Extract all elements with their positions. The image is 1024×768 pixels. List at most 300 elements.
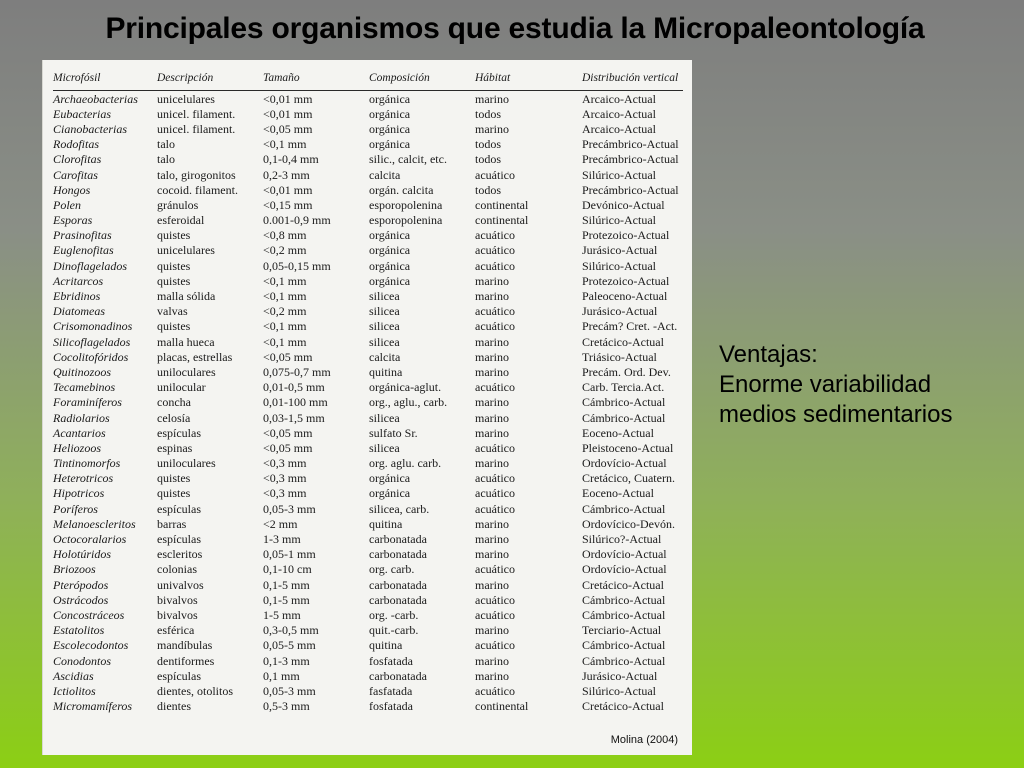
cell-descripcion: cocoid. filament. — [157, 182, 238, 197]
cell-descripcion: espinas — [157, 440, 193, 455]
cell-distribucion: Ordovício-Actual — [582, 547, 667, 562]
cell-habitat: marino — [475, 364, 509, 379]
cell-tamano: <0,3 mm — [263, 486, 307, 501]
table-row — [53, 577, 683, 592]
column-header-distribucion: Distribución vertical — [582, 66, 683, 91]
cell-habitat: marino — [475, 532, 509, 547]
cell-habitat: acuático — [475, 501, 515, 516]
cell-habitat: acuático — [475, 683, 515, 698]
cell-tamano: 0,05-5 mm — [263, 638, 316, 653]
cell-habitat: todos — [475, 182, 502, 197]
cell-habitat: acuático — [475, 319, 515, 334]
cell-descripcion: uniloculares — [157, 364, 216, 379]
column-header-habitat: Hábitat — [475, 66, 582, 91]
cell-descripcion: malla sólida — [157, 289, 216, 304]
cell-habitat: marino — [475, 623, 509, 638]
cell-composicion: silicea — [369, 410, 400, 425]
cell-habitat: marino — [475, 668, 509, 683]
slide-title: Principales organismos que estudia la Micropaleontología — [105, 12, 925, 45]
cell-descripcion: unicelulares — [157, 243, 215, 258]
cell-composicion: quitina — [369, 516, 403, 531]
table-row — [53, 380, 683, 395]
cell-distribucion: Protezoico-Actual — [582, 273, 670, 288]
cell-tamano: 0,1-5 mm — [263, 592, 310, 607]
cell-tamano: 0,05-3 mm — [263, 501, 316, 516]
cell-composicion: fosfatada — [369, 699, 413, 714]
table-body — [53, 91, 683, 714]
cell-composicion: silicea — [369, 319, 400, 334]
cell-distribucion: Eoceno-Actual — [582, 425, 654, 440]
cell-microfosil: Rodofitas — [53, 137, 100, 152]
cell-descripcion: espículas — [157, 532, 201, 547]
cell-tamano: 0,1 mm — [263, 668, 300, 683]
cell-tamano: 0,05-0,15 mm — [263, 258, 331, 273]
cell-tamano: <0,01 mm — [263, 106, 313, 121]
table-row — [53, 699, 683, 714]
cell-descripcion: bivalvos — [157, 607, 198, 622]
cell-descripcion: barras — [157, 516, 187, 531]
cell-microfosil: Ostrácodos — [53, 592, 109, 607]
table-row — [53, 547, 683, 562]
table-row — [53, 653, 683, 668]
cell-microfosil: Prasinofitas — [53, 228, 112, 243]
cell-tamano: 0,05-3 mm — [263, 683, 316, 698]
table-row — [53, 501, 683, 516]
cell-tamano: 0,1-0,4 mm — [263, 152, 319, 167]
cell-composicion: orgánica — [369, 91, 411, 106]
table-row — [53, 395, 683, 410]
table-row — [53, 516, 683, 531]
cell-composicion: orgánica — [369, 121, 411, 136]
cell-descripcion: bivalvos — [157, 592, 198, 607]
cell-distribucion: Precám. Ord. Dev. — [582, 364, 671, 379]
cell-habitat: acuático — [475, 243, 515, 258]
cell-habitat: acuático — [475, 471, 515, 486]
cell-descripcion: talo — [157, 137, 175, 152]
cell-composicion: orgánica — [369, 471, 411, 486]
cell-microfosil: Heterotricos — [53, 471, 114, 486]
cell-tamano: <0,2 mm — [263, 243, 307, 258]
cell-microfosil: Escolecodontos — [53, 638, 129, 653]
column-header-microfosil: Microfósil — [53, 66, 157, 91]
cell-composicion: orgánica — [369, 273, 411, 288]
source-credit: Molina (2004) — [610, 734, 678, 746]
cell-descripcion: placas, estrellas — [157, 349, 233, 364]
cell-descripcion: escleritos — [157, 547, 203, 562]
cell-habitat: marino — [475, 577, 509, 592]
cell-habitat: todos — [475, 152, 502, 167]
advantages-line-2: medios sedimentarios — [719, 401, 953, 428]
cell-composicion: carbonatada — [369, 532, 427, 547]
table-row — [53, 228, 683, 243]
cell-distribucion: Ordovício-Actual — [582, 562, 667, 577]
table-row — [53, 213, 683, 228]
cell-descripcion: dentiformes — [157, 653, 215, 668]
cell-tamano: 0,5-3 mm — [263, 699, 310, 714]
cell-composicion: org. -carb. — [369, 607, 419, 622]
table-row — [53, 638, 683, 653]
cell-microfosil: Ictiolitos — [53, 683, 96, 698]
table-row — [53, 243, 683, 258]
cell-distribucion: Precámbrico-Actual — [582, 152, 679, 167]
cell-habitat: todos — [475, 106, 502, 121]
table-row — [53, 349, 683, 364]
cell-descripcion: univalvos — [157, 577, 204, 592]
cell-distribucion: Terciario-Actual — [582, 623, 662, 638]
cell-tamano: <0,01 mm — [263, 91, 313, 106]
cell-tamano: 1-5 mm — [263, 607, 301, 622]
cell-distribucion: Eoceno-Actual — [582, 486, 654, 501]
table-header-row — [53, 66, 683, 91]
table-row — [53, 304, 683, 319]
cell-distribucion: Carb. Tercia.Act. — [582, 380, 665, 395]
cell-habitat: marino — [475, 395, 509, 410]
cell-composicion: silicea — [369, 334, 400, 349]
table-row — [53, 592, 683, 607]
cell-descripcion: talo, girogonitos — [157, 167, 236, 182]
cell-microfosil: Silicoflagelados — [53, 334, 131, 349]
cell-composicion: esporopolenina — [369, 213, 443, 228]
cell-composicion: orgánica-aglut. — [369, 380, 442, 395]
cell-microfosil: Melanoescleritos — [53, 516, 136, 531]
cell-habitat: marino — [475, 273, 509, 288]
cell-composicion: org. carb. — [369, 562, 415, 577]
table-row — [53, 182, 683, 197]
table-row — [53, 607, 683, 622]
cell-descripcion: concha — [157, 395, 191, 410]
cell-habitat: marino — [475, 425, 509, 440]
cell-habitat: marino — [475, 289, 509, 304]
cell-microfosil: Holotúridos — [53, 547, 112, 562]
cell-composicion: calcita — [369, 167, 401, 182]
cell-tamano: <2 mm — [263, 516, 298, 531]
cell-microfosil: Pterópodos — [53, 577, 109, 592]
cell-microfosil: Polen — [53, 197, 81, 212]
cell-distribucion: Ordovícico-Devón. — [582, 516, 675, 531]
cell-descripcion: quistes — [157, 486, 191, 501]
cell-habitat: marino — [475, 334, 509, 349]
cell-distribucion: Cámbrico-Actual — [582, 653, 666, 668]
cell-distribucion: Precámbrico-Actual — [582, 182, 679, 197]
cell-descripcion: quistes — [157, 471, 191, 486]
cell-composicion: quit.-carb. — [369, 623, 419, 638]
cell-microfosil: Tecamebinos — [53, 380, 116, 395]
table-row — [53, 106, 683, 121]
cell-descripcion: espículas — [157, 425, 201, 440]
cell-habitat: todos — [475, 137, 502, 152]
cell-tamano: 0.001-0,9 mm — [263, 213, 331, 228]
cell-habitat: marino — [475, 456, 509, 471]
cell-descripcion: mandíbulas — [157, 638, 213, 653]
cell-habitat: continental — [475, 213, 529, 228]
cell-microfosil: Hipotricos — [53, 486, 105, 501]
cell-composicion: orgánica — [369, 258, 411, 273]
cell-composicion: carbonatada — [369, 577, 427, 592]
cell-microfosil: Hongos — [53, 182, 91, 197]
cell-descripcion: celosía — [157, 410, 191, 425]
cell-habitat: continental — [475, 197, 529, 212]
cell-habitat: continental — [475, 699, 529, 714]
cell-microfosil: Cocolitofóridos — [53, 349, 129, 364]
cell-descripcion: malla hueca — [157, 334, 215, 349]
scanned-table-image — [42, 60, 692, 755]
cell-tamano: <0,1 mm — [263, 137, 307, 152]
cell-composicion: fasfatada — [369, 683, 413, 698]
cell-microfosil: Conodontos — [53, 653, 112, 668]
cell-composicion: org., aglu., carb. — [369, 395, 448, 410]
cell-tamano: <0,05 mm — [263, 349, 313, 364]
cell-habitat: acuático — [475, 380, 515, 395]
table-row — [53, 137, 683, 152]
table-row — [53, 486, 683, 501]
cell-microfosil: Acritarcos — [53, 273, 104, 288]
cell-tamano: <0,05 mm — [263, 121, 313, 136]
cell-distribucion: Pleistoceno-Actual — [582, 440, 674, 455]
cell-descripcion: esferoidal — [157, 213, 205, 228]
cell-microfosil: Cianobacterias — [53, 121, 127, 136]
table-row — [53, 471, 683, 486]
cell-microfosil: Octocoralarios — [53, 532, 127, 547]
cell-tamano: 0,1-3 mm — [263, 653, 310, 668]
cell-distribucion: Arcaico-Actual — [582, 91, 656, 106]
cell-habitat: acuático — [475, 486, 515, 501]
cell-habitat: acuático — [475, 228, 515, 243]
cell-tamano: 0,3-0,5 mm — [263, 623, 319, 638]
cell-microfosil: Crisomonadinos — [53, 319, 133, 334]
cell-descripcion: unicelulares — [157, 91, 215, 106]
cell-habitat: marino — [475, 410, 509, 425]
table-row — [53, 152, 683, 167]
cell-microfosil: Carofitas — [53, 167, 98, 182]
cell-habitat: marino — [475, 349, 509, 364]
table-row — [53, 91, 683, 107]
cell-descripcion: quistes — [157, 258, 191, 273]
table-row — [53, 273, 683, 288]
cell-composicion: orgánica — [369, 106, 411, 121]
cell-tamano: <0,3 mm — [263, 456, 307, 471]
table-row — [53, 334, 683, 349]
table-row — [53, 623, 683, 638]
cell-descripcion: colonias — [157, 562, 197, 577]
cell-distribucion: Cámbrico-Actual — [582, 395, 666, 410]
table-row — [53, 121, 683, 136]
cell-descripcion: valvas — [157, 304, 188, 319]
cell-distribucion: Jurásico-Actual — [582, 243, 658, 258]
cell-microfosil: Dinoflagelados — [53, 258, 127, 273]
cell-descripcion: unicel. filament. — [157, 106, 236, 121]
table-row — [53, 440, 683, 455]
column-header-composicion: Composición — [369, 66, 475, 91]
cell-descripcion: quistes — [157, 319, 191, 334]
cell-distribucion: Silúrico-Actual — [582, 258, 656, 273]
cell-tamano: 0,05-1 mm — [263, 547, 316, 562]
cell-habitat: acuático — [475, 167, 515, 182]
cell-tamano: <0,1 mm — [263, 273, 307, 288]
cell-composicion: orgánica — [369, 243, 411, 258]
cell-distribucion: Jurásico-Actual — [582, 668, 658, 683]
column-header-descripcion: Descripción — [157, 66, 263, 91]
cell-microfosil: Diatomeas — [53, 304, 105, 319]
cell-descripcion: quistes — [157, 273, 191, 288]
cell-composicion: carbonatada — [369, 547, 427, 562]
cell-tamano: <0,05 mm — [263, 440, 313, 455]
cell-microfosil: Heliozoos — [53, 440, 101, 455]
cell-distribucion: Paleoceno-Actual — [582, 289, 668, 304]
cell-composicion: orgán. calcita — [369, 182, 434, 197]
cell-tamano: 0,1-10 cm — [263, 562, 312, 577]
cell-microfosil: Clorofitas — [53, 152, 102, 167]
cell-tamano: 0,01-100 mm — [263, 395, 328, 410]
cell-microfosil: Euglenofitas — [53, 243, 114, 258]
cell-descripcion: dientes, otolitos — [157, 683, 233, 698]
table-row — [53, 410, 683, 425]
cell-habitat: acuático — [475, 592, 515, 607]
cell-distribucion: Ordovício-Actual — [582, 456, 667, 471]
cell-distribucion: Cámbrico-Actual — [582, 607, 666, 622]
column-header-tamano: Tamaño — [263, 66, 369, 91]
cell-distribucion: Cámbrico-Actual — [582, 501, 666, 516]
cell-composicion: carbonatada — [369, 668, 427, 683]
cell-habitat: marino — [475, 91, 509, 106]
cell-microfosil: Esporas — [53, 213, 93, 228]
cell-tamano: <0,15 mm — [263, 197, 313, 212]
cell-distribucion: Cámbrico-Actual — [582, 410, 666, 425]
cell-distribucion: Precám? Cret. -Act. — [582, 319, 678, 334]
cell-composicion: orgánica — [369, 137, 411, 152]
cell-microfosil: Acantarios — [53, 425, 106, 440]
cell-distribucion: Cretácico-Actual — [582, 699, 664, 714]
table-row — [53, 258, 683, 273]
cell-habitat: acuático — [475, 440, 515, 455]
cell-distribucion: Triásico-Actual — [582, 349, 657, 364]
table-row — [53, 167, 683, 182]
microfossil-table — [53, 66, 683, 714]
cell-tamano: <0,1 mm — [263, 319, 307, 334]
cell-microfosil: Quitinozoos — [53, 364, 112, 379]
cell-composicion: quitina — [369, 364, 403, 379]
cell-microfosil: Radiolarios — [53, 410, 110, 425]
cell-tamano: <0,2 mm — [263, 304, 307, 319]
cell-composicion: esporopolenina — [369, 197, 443, 212]
table-row — [53, 319, 683, 334]
cell-distribucion: Cámbrico-Actual — [582, 592, 666, 607]
cell-habitat: marino — [475, 516, 509, 531]
cell-tamano: 0,2-3 mm — [263, 167, 310, 182]
cell-distribucion: Cretácico-Actual — [582, 577, 664, 592]
cell-composicion: sulfato Sr. — [369, 425, 418, 440]
table-row — [53, 562, 683, 577]
cell-habitat: marino — [475, 121, 509, 136]
cell-distribucion: Arcaico-Actual — [582, 121, 656, 136]
cell-microfosil: Ascidias — [53, 668, 94, 683]
cell-composicion: silic., calcit, etc. — [369, 152, 447, 167]
cell-composicion: silicea — [369, 440, 400, 455]
cell-habitat: acuático — [475, 638, 515, 653]
cell-habitat: acuático — [475, 258, 515, 273]
table-row — [53, 531, 683, 546]
cell-distribucion: Silúrico?-Actual — [582, 532, 662, 547]
cell-descripcion: esférica — [157, 623, 195, 638]
table-row — [53, 683, 683, 698]
cell-microfosil: Archaeobacterias — [53, 91, 138, 106]
table-row — [53, 456, 683, 471]
cell-habitat: marino — [475, 653, 509, 668]
cell-distribucion: Precámbrico-Actual — [582, 137, 679, 152]
advantages-heading: Ventajas: — [719, 341, 818, 368]
cell-composicion: silicea — [369, 304, 400, 319]
cell-descripcion: unilocular — [157, 380, 206, 395]
cell-distribucion: Arcaico-Actual — [582, 106, 656, 121]
cell-descripcion: talo — [157, 152, 175, 167]
cell-descripcion: quistes — [157, 228, 191, 243]
cell-tamano: <0,8 mm — [263, 228, 307, 243]
cell-descripcion: espículas — [157, 501, 201, 516]
cell-distribucion: Jurásico-Actual — [582, 304, 658, 319]
cell-distribucion: Devónico-Actual — [582, 197, 665, 212]
cell-distribucion: Cretácico, Cuatern. — [582, 471, 675, 486]
cell-descripcion: dientes — [157, 699, 191, 714]
cell-microfosil: Estatolitos — [53, 623, 105, 638]
cell-composicion: silicea, carb. — [369, 501, 430, 516]
cell-tamano: <0,3 mm — [263, 471, 307, 486]
cell-habitat: marino — [475, 547, 509, 562]
cell-habitat: acuático — [475, 562, 515, 577]
cell-microfosil: Tintinomorfos — [53, 456, 121, 471]
cell-distribucion: Cámbrico-Actual — [582, 638, 666, 653]
cell-microfosil: Micromamíferos — [53, 699, 133, 714]
table-row — [53, 288, 683, 303]
cell-descripcion: unicel. filament. — [157, 121, 236, 136]
cell-microfosil: Briozoos — [53, 562, 96, 577]
table-row — [53, 197, 683, 212]
cell-microfosil: Foraminíferos — [53, 395, 122, 410]
cell-distribucion: Cretácico-Actual — [582, 334, 664, 349]
cell-tamano: 1-3 mm — [263, 532, 301, 547]
advantages-text — [719, 340, 952, 430]
cell-tamano: <0,1 mm — [263, 334, 307, 349]
cell-distribucion: Silúrico-Actual — [582, 683, 656, 698]
cell-composicion: silicea — [369, 289, 400, 304]
cell-descripcion: uniloculares — [157, 456, 216, 471]
cell-descripcion: gránulos — [157, 197, 199, 212]
cell-composicion: fosfatada — [369, 653, 413, 668]
cell-tamano: 0,1-5 mm — [263, 577, 310, 592]
cell-distribucion: Protezoico-Actual — [582, 228, 670, 243]
cell-tamano: <0,1 mm — [263, 289, 307, 304]
table-row — [53, 364, 683, 379]
cell-tamano: 0,075-0,7 mm — [263, 364, 331, 379]
cell-composicion: carbonatada — [369, 592, 427, 607]
cell-tamano: <0,01 mm — [263, 182, 313, 197]
cell-microfosil: Eubacterias — [53, 106, 111, 121]
cell-composicion: quitina — [369, 638, 403, 653]
cell-composicion: orgánica — [369, 228, 411, 243]
cell-microfosil: Poríferos — [53, 501, 98, 516]
cell-habitat: acuático — [475, 304, 515, 319]
cell-microfosil: Concostráceos — [53, 607, 125, 622]
cell-tamano: 0,03-1,5 mm — [263, 410, 325, 425]
cell-distribucion: Silúrico-Actual — [582, 213, 656, 228]
cell-composicion: calcita — [369, 349, 401, 364]
cell-tamano: <0,05 mm — [263, 425, 313, 440]
cell-composicion: orgánica — [369, 486, 411, 501]
cell-composicion: org. aglu. carb. — [369, 456, 442, 471]
table-row — [53, 668, 683, 683]
cell-microfosil: Ebridinos — [53, 289, 101, 304]
cell-habitat: acuático — [475, 607, 515, 622]
cell-descripcion: espículas — [157, 668, 201, 683]
cell-distribucion: Silúrico-Actual — [582, 167, 656, 182]
